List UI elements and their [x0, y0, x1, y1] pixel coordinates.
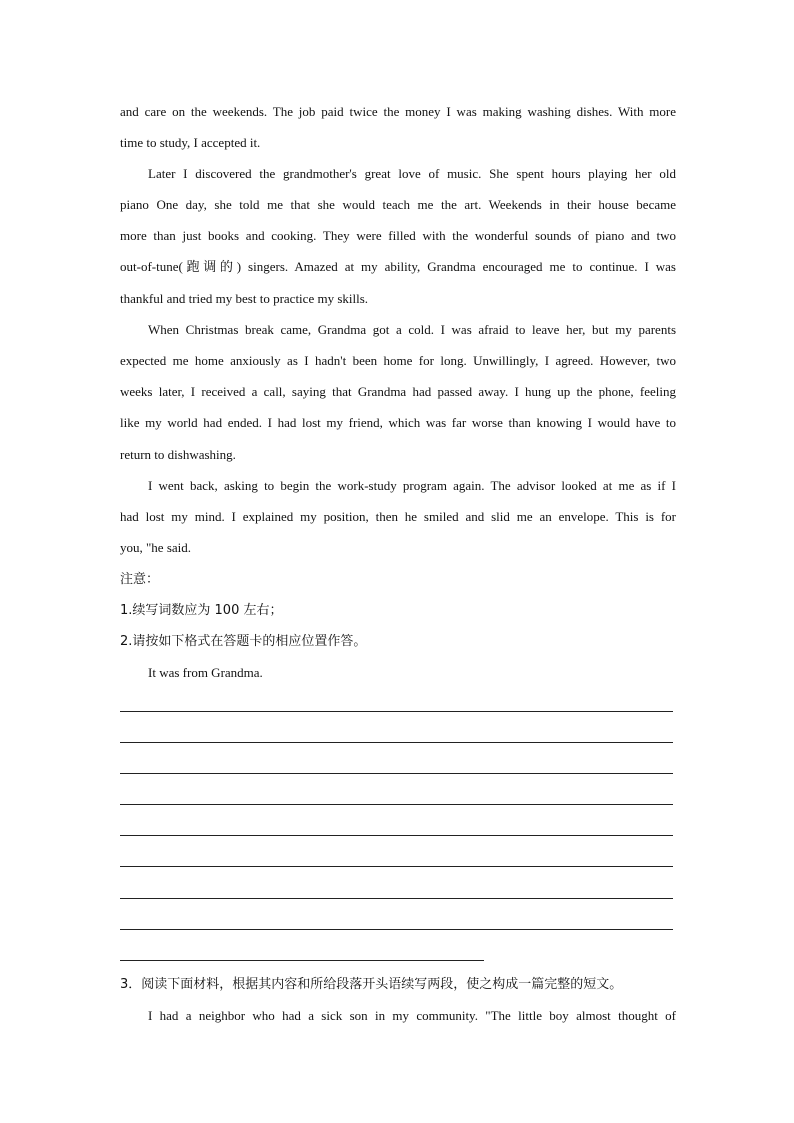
passage-line: thankful and tried my best to practice my skills. [120, 291, 369, 306]
answer-line[interactable] [120, 898, 673, 899]
answer-line[interactable] [120, 929, 673, 930]
passage-line: like my world had ended. I had lost my friend, which was far worse than knowing I would have to [120, 415, 676, 430]
passage-line: return to dishwashing. [120, 447, 236, 462]
passage-line: and care on the weekends. The job paid twice the money I was making washing dishes. With more [120, 104, 676, 119]
passage-line: When Christmas break came, Grandma got a cold. I was afraid to leave her, but my parents [148, 322, 676, 337]
question-3-passage-line: I had a neighbor who had a sick son in my community. "The little boy almost thought of [148, 1008, 676, 1023]
answer-line[interactable] [120, 742, 673, 743]
answer-starter: It was from Grandma. [148, 665, 263, 680]
passage-line: had lost my mind. I explained my position, then he smiled and slid me an envelope. This is for [120, 509, 676, 524]
passage-line: Later I discovered the grandmother's great love of music. She spent hours playing her old [148, 166, 676, 181]
note-item-2: 2.请按如下格式在答题卡的相应位置作答。 [120, 634, 367, 649]
passage-line: piano One day, she told me that she would teach me the art. Weekends in their house became [120, 197, 676, 212]
note-item-1: 1.续写词数应为 100 左右； [120, 603, 283, 618]
passage-line: out-of-tune(跑调的) singers. Amazed at my ability, Grandma encouraged me to continue. I was [120, 259, 676, 274]
answer-line[interactable] [120, 960, 484, 961]
passage-line: you, "he said. [120, 540, 192, 555]
answer-line[interactable] [120, 835, 673, 836]
notes-heading: 注意： [120, 572, 160, 587]
answer-line[interactable] [120, 773, 673, 774]
passage-line: weeks later, I received a call, saying that Grandma had passed away. I hung up the phone, feeling [120, 384, 676, 399]
passage-line: I went back, asking to begin the work-study program again. The advisor looked at me as if I [148, 478, 676, 493]
answer-line[interactable] [120, 711, 673, 712]
passage-line: expected me home anxiously as I hadn't been home for long. Unwillingly, I agreed. However, two [120, 353, 676, 368]
passage-line: time to study, I accepted it. [120, 135, 261, 150]
question-3-prompt: 3．阅读下面材料，根据其内容和所给段落开头语续写两段，使之构成一篇完整的短文。 [120, 977, 623, 992]
answer-line[interactable] [120, 866, 673, 867]
passage-line: more than just books and cooking. They were filled with the wonderful sounds of piano and two [120, 228, 676, 243]
answer-line[interactable] [120, 804, 673, 805]
